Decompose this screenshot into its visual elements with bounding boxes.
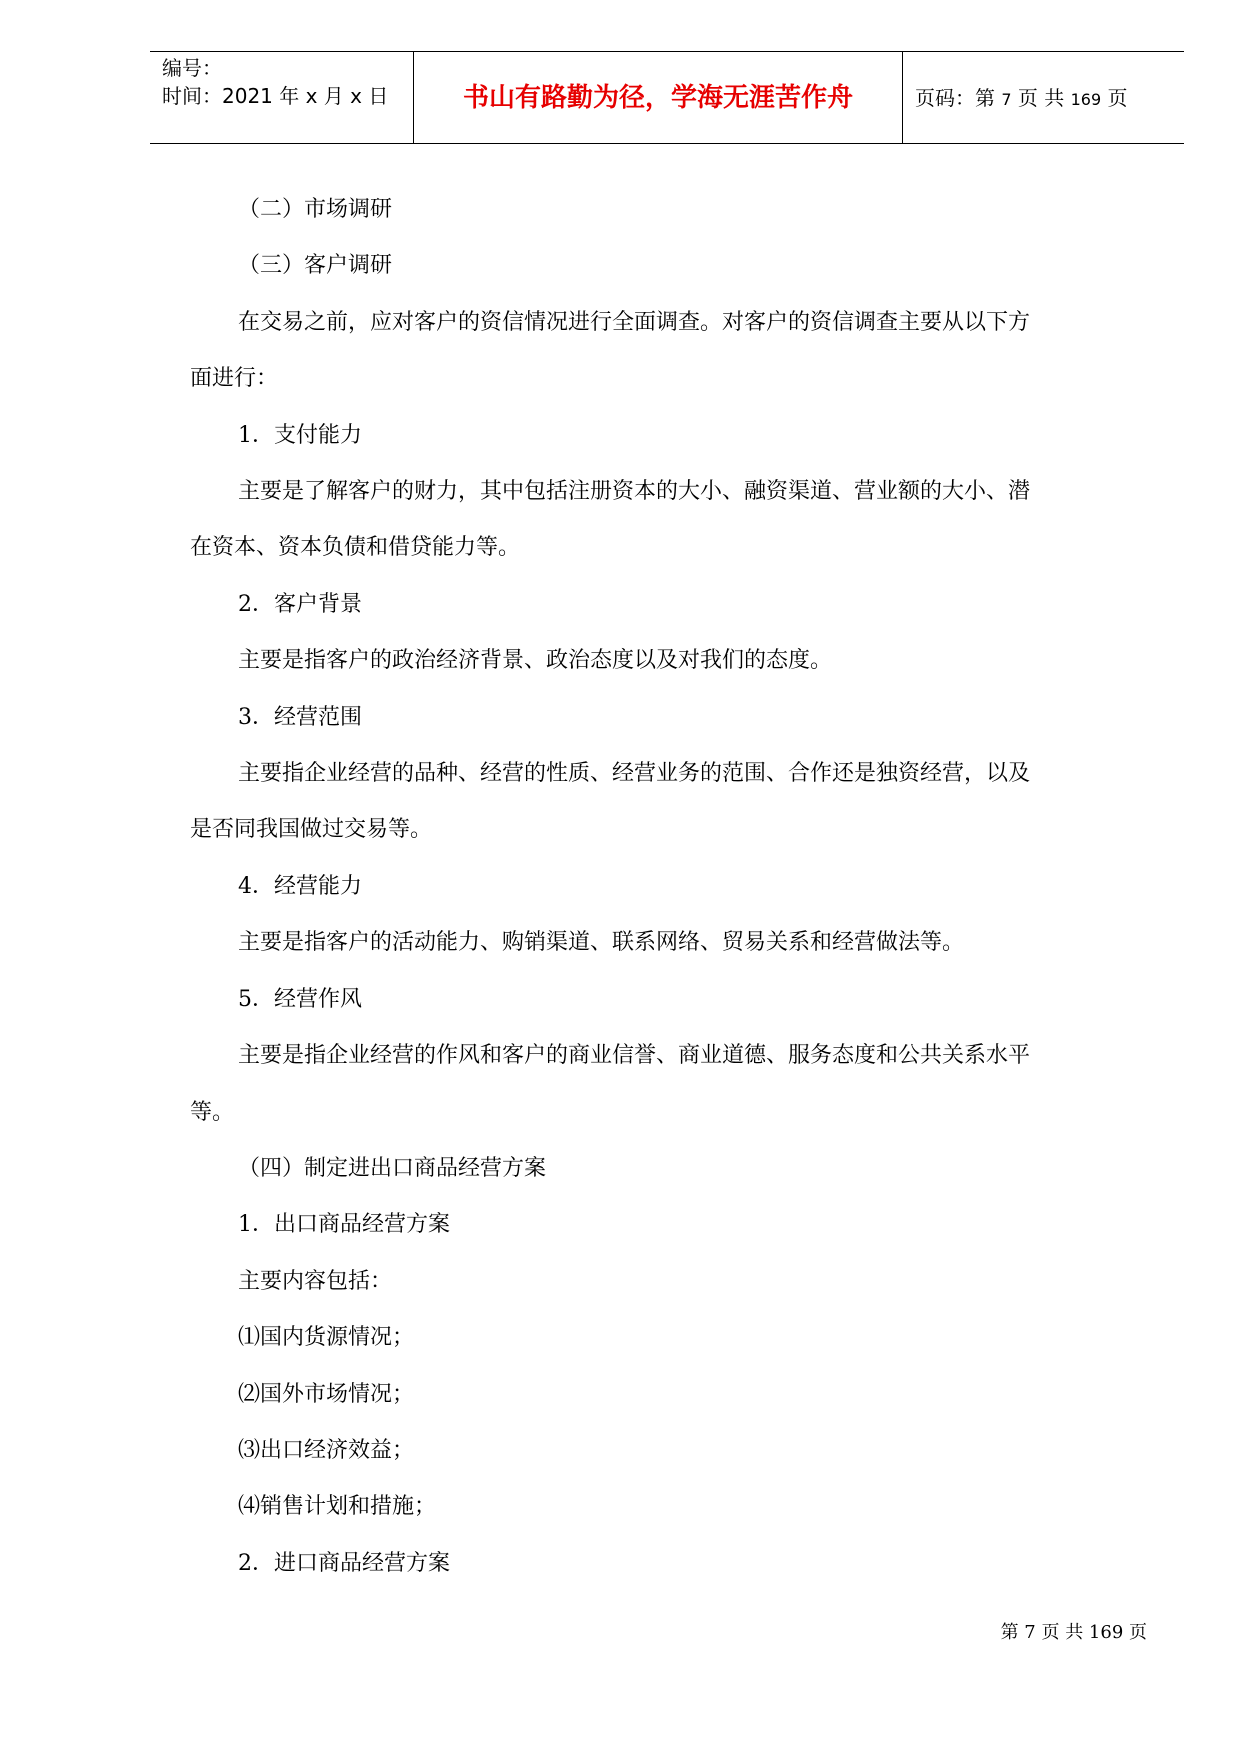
- paragraph-line: 是否同我国做过交易等。: [190, 817, 433, 843]
- paragraph-line: （二）市场调研: [238, 197, 393, 222]
- page-total: 169: [1070, 90, 1102, 109]
- header-motto-cell: [413, 52, 903, 143]
- motto-text: 书山有路勤为径，学海无涯苦作舟: [462, 83, 853, 113]
- serial-number-label: 编号：: [162, 56, 222, 80]
- time-line: 时间：2021 年 x 月 x 日: [162, 84, 389, 108]
- paragraph-line: ⑵国外市场情况；: [238, 1381, 415, 1407]
- paragraph-line: 5．经营作风: [238, 986, 362, 1012]
- paragraph-line: 主要是指客户的政治经济背景、政治态度以及对我们的态度。: [238, 648, 833, 674]
- header-meta-cell: [150, 52, 413, 143]
- paragraph-line: ⑶出口经济效益；: [238, 1437, 415, 1463]
- paragraph-line: 主要内容包括：: [238, 1268, 393, 1294]
- paragraph-line: （三）客户调研: [238, 253, 393, 279]
- paragraph-line: 在资本、资本负债和借贷能力等。: [190, 535, 521, 561]
- paragraph-line: 面进行：: [190, 366, 279, 392]
- paragraph-line: 在交易之前，应对客户的资信情况进行全面调查。对客户的资信调查主要从以下方: [238, 309, 1031, 335]
- paragraph-line: ⑴国内货源情况；: [238, 1325, 415, 1351]
- page-code: [915, 86, 1128, 112]
- page-label: 页码：第: [915, 86, 995, 110]
- page-end-label: 页: [1107, 86, 1128, 110]
- header-page-cell: [903, 52, 1184, 143]
- paragraph-line: 主要是了解客户的财力，其中包括注册资本的大小、融资渠道、营业额的大小、潜: [238, 479, 1031, 505]
- paragraph-line: 2．进口商品经营方案: [238, 1550, 450, 1576]
- paragraph-line: （四）制定进出口商品经营方案: [238, 1155, 547, 1181]
- page-footer: 第 7 页 共 169 页: [1000, 1622, 1147, 1643]
- paragraph-line: 4．经营能力: [238, 873, 362, 899]
- paragraph-line: 主要指企业经营的品种、经营的性质、经营业务的范围、合作还是独资经营，以及: [238, 761, 1031, 787]
- paragraph-line: 主要是指客户的活动能力、购销渠道、联系网络、贸易关系和经营做法等。: [238, 930, 965, 956]
- page-header: [150, 51, 1184, 144]
- paragraph-line: 3．经营范围: [238, 704, 362, 730]
- paragraph-line: 1．支付能力: [238, 422, 362, 448]
- paragraph-line: 等。: [190, 1099, 235, 1125]
- page-mid-label: 页 共: [1017, 86, 1065, 110]
- document-body: [190, 182, 1150, 1592]
- page-current: 7: [1001, 90, 1012, 109]
- paragraph-line: 2．客户背景: [238, 591, 362, 617]
- paragraph-line: 1．出口商品经营方案: [238, 1212, 450, 1238]
- paragraph-line: 主要是指企业经营的作风和客户的商业信誉、商业道德、服务态度和公共关系水平: [238, 1043, 1031, 1069]
- paragraph-line: ⑷销售计划和措施；: [238, 1494, 437, 1520]
